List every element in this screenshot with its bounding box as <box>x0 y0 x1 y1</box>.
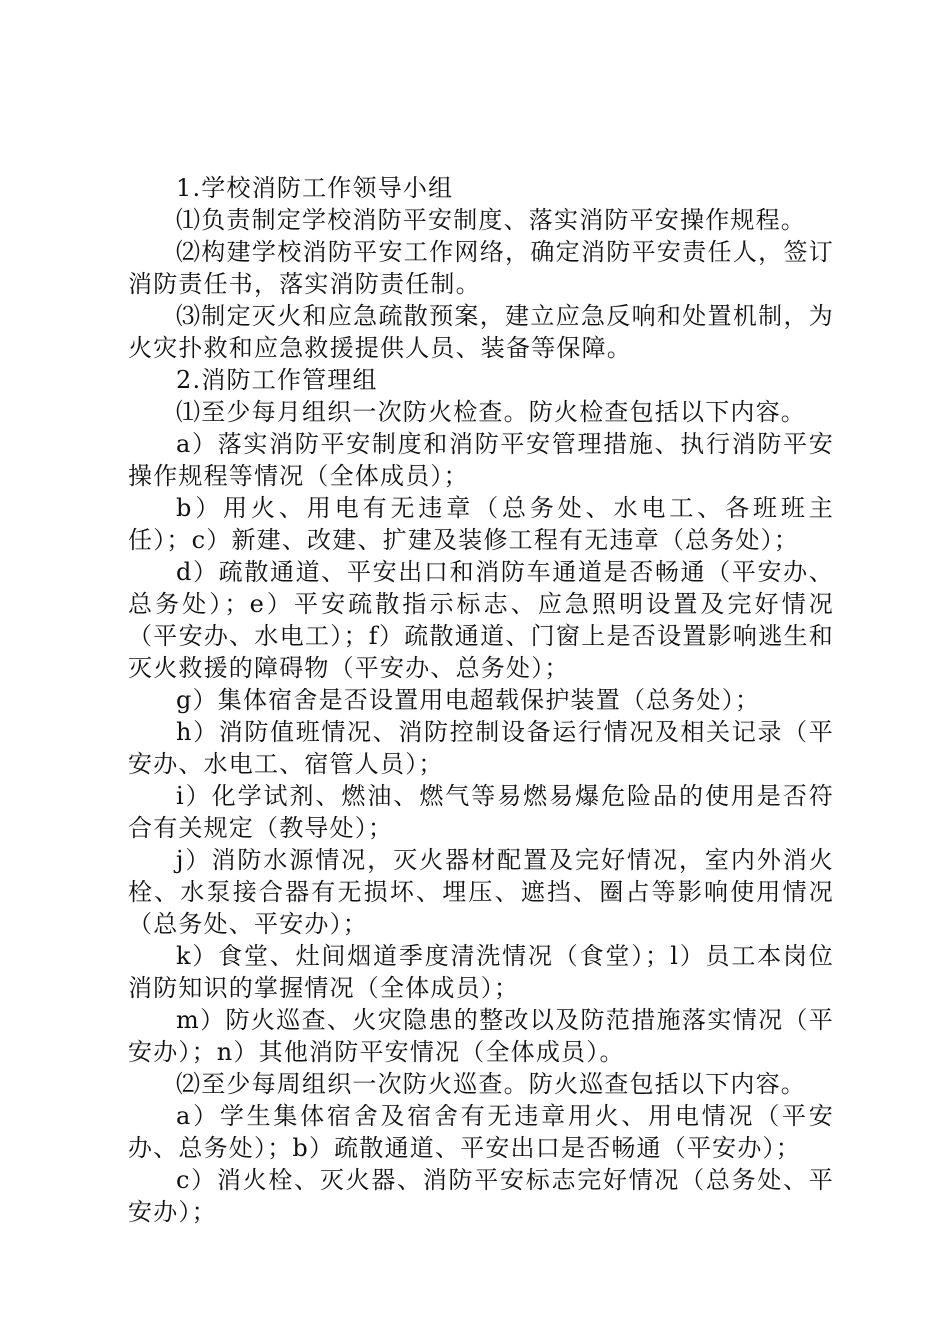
paragraph: ⑴至少每月组织一次防火检查。防火检查包括以下内容。 <box>176 398 806 426</box>
document-body <box>128 172 834 1228</box>
list-item: d）疏散通道、平安出口和消防车通道是否畅通（平安办、总务处）；e）平安疏散指示标志、应急照明设置及完好情况（平安办、水电工）；f）疏散通道、门窗上是否设置影响逃生和灭火救援的障碍物（平安办、总务处）； <box>128 558 834 682</box>
paragraph: ⑵至少每周组织一次防火巡查。防火巡查包括以下内容。 <box>176 1070 806 1098</box>
paragraph: ⑶制定灭火和应急疏散预案，建立应急反响和处置机制，为火灾扑救和应急救援提供人员、装备等保障。 <box>128 302 834 362</box>
list-item: c）消火栓、灭火器、消防平安标志完好情况（总务处、平安办）； <box>128 1166 834 1226</box>
heading-management-group: 2.消防工作管理组 <box>176 366 378 394</box>
list-item: b）用火、用电有无违章（总务处、水电工、各班班主任）；c）新建、改建、扩建及装修工程有无违章（总务处）； <box>128 494 834 554</box>
list-item: i）化学试剂、燃油、燃气等易燃易爆危险品的使用是否符合有关规定（教导处）； <box>128 782 834 842</box>
list-item: m）防火巡查、火灾隐患的整改以及防范措施落实情况（平安办）；n）其他消防平安情况（全体成员）。 <box>128 1006 834 1066</box>
heading-leadership-group: 1.学校消防工作领导小组 <box>176 174 454 202</box>
list-item: g）集体宿舍是否设置用电超载保护装置（总务处）； <box>176 686 761 714</box>
list-item: h）消防值班情况、消防控制设备运行情况及相关记录（平安办、水电工、宿管人员）； <box>128 718 834 778</box>
list-item: a）学生集体宿舍及宿舍有无违章用火、用电情况（平安办、总务处）；b）疏散通道、平安出口是否畅通（平安办）； <box>128 1102 834 1162</box>
paragraph: ⑵构建学校消防平安工作网络，确定消防平安责任人，签订消防责任书，落实消防责任制。 <box>128 238 834 298</box>
paragraph: ⑴负责制定学校消防平安制度、落实消防平安操作规程。 <box>176 206 806 234</box>
list-item: a）落实消防平安制度和消防平安管理措施、执行消防平安操作规程等情况（全体成员）； <box>128 430 834 490</box>
list-item: k）食堂、灶间烟道季度清洗情况（食堂）；l）员工本岗位消防知识的掌握情况（全体成员）； <box>128 942 834 1002</box>
list-item: j）消防水源情况，灭火器材配置及完好情况，室内外消火栓、水泵接合器有无损坏、埋压、遮挡、圈占等影响使用情况（总务处、平安办）； <box>128 846 834 938</box>
